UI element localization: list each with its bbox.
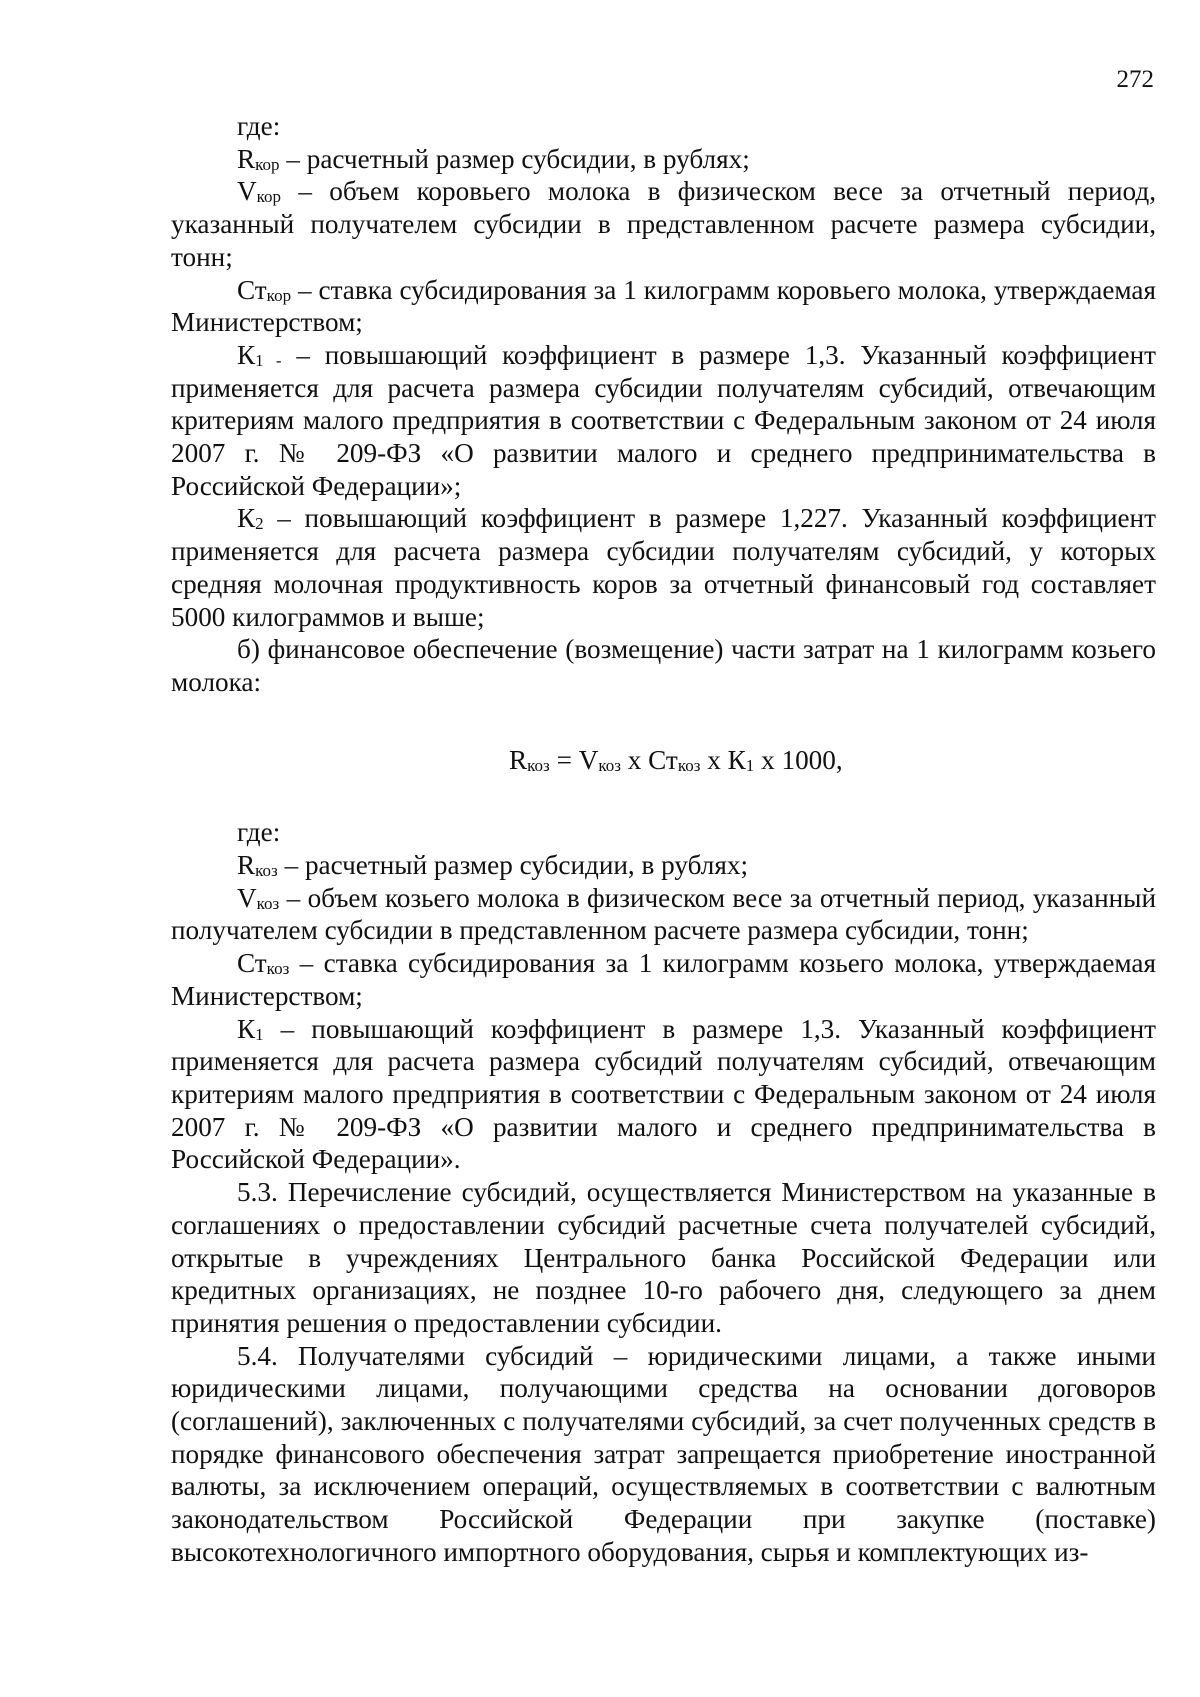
def-k1-goat: $К_1$ – повышающий коэффициент в размере 1,3. Указанный коэффициент применяется для расчета размера субсидий получателям субсидий, отвечающим критериям малого предприятия в соответствии с Федеральным законом от 24 июля 2007 г. № 209-ФЗ «О развитии малого и среднего предпринимательства в Российской Федерации». (171, 1013, 1156, 1175)
def-st-koz: $Ст_{коз}$ – ставка субсидирования за 1 килограмм козьего молока, утверждаемая Министерством; (171, 948, 1156, 1011)
paragraph-where-2: где: (237, 817, 281, 848)
def-r-koz: $R_{коз}$ – расчетный размер субсидии, в рублях; (237, 850, 748, 881)
document-body (171, 110, 1156, 1569)
def-v-koz: $V_{коз}$ – объем козьего молока в физическом весе за отчетный период, указанный получателем субсидии в представленном расчете размера субсидии, тонн; (171, 882, 1157, 946)
def-v-kor: $V_{кор}$ – объем коровьего молока в физическом весе за отчетный период, указанный получателем субсидии в представленном расчете размера субсидии, тонн; (171, 176, 1156, 272)
paragraph-where-1: где: (237, 111, 281, 141)
paragraph-b-goat-milk: б) финансовое обеспечение (возмещение) части затрат на 1 килограмм козьего молока: (171, 634, 1156, 697)
def-k1: $К_{1 -}$ – повышающий коэффициент в размере 1,3. Указанный коэффициент применяется для расчета размера субсидии получателям субсидий, отвечающим критериям малого предприятия в соответствии с Федеральным законом от 24 июля 2007 г. № 209-ФЗ «О развитии малого и среднего предпринимательства в Российской Федерации»; (171, 339, 1156, 501)
paragraph-5-3: 5.3. Перечисление субсидий, осуществляется Министерством на указанные в соглашениях о предоставлении субсидий расчетные счета получателей субсидий, открытые в учреждениях Центрального банка Российской Федерации или кредитных организациях, не позднее 10-го рабочего дня, следующего за днем принятия решения о предоставлении субсидии. (171, 1177, 1156, 1338)
paragraph-5-4: 5.4. Получателями субсидий – юридическими лицами, а также иными юридическими лицами, получающими средства на основании договоров (соглашений), заключенных с получателями субсидий, за счет полученных средств в порядке финансового обеспечения затрат запрещается приобретение иностранной валюты, за исключением операций, осуществляемых в соответствии с валютным законодательством Российской Федерации при закупке (поставке) высокотехнологичного импортного оборудования, сырья и комплектующих из- (171, 1340, 1156, 1567)
def-k2: $К_2$ – повышающий коэффициент в размере 1,227. Указанный коэффициент применяется для расчета размера субсидии получателям субсидий, у которых средняя молочная продуктивность коров за отчетный финансовый год составляет 5000 килограммов и выше; (171, 503, 1156, 632)
def-r-kor: $R_{кор}$ – расчетный размер субсидии, в рублях; (237, 143, 750, 174)
formula-r-koz: $R_{коз} = V_{коз}$ х $Ст_{коз}$ х $К_1$ х 1000, (509, 744, 843, 775)
page-number: 272 (1116, 66, 1154, 93)
def-st-kor: $Ст_{кор}$ – ставка субсидирования за 1 килограмм коровьего молока, утверждаемая Министерством; (171, 274, 1156, 338)
